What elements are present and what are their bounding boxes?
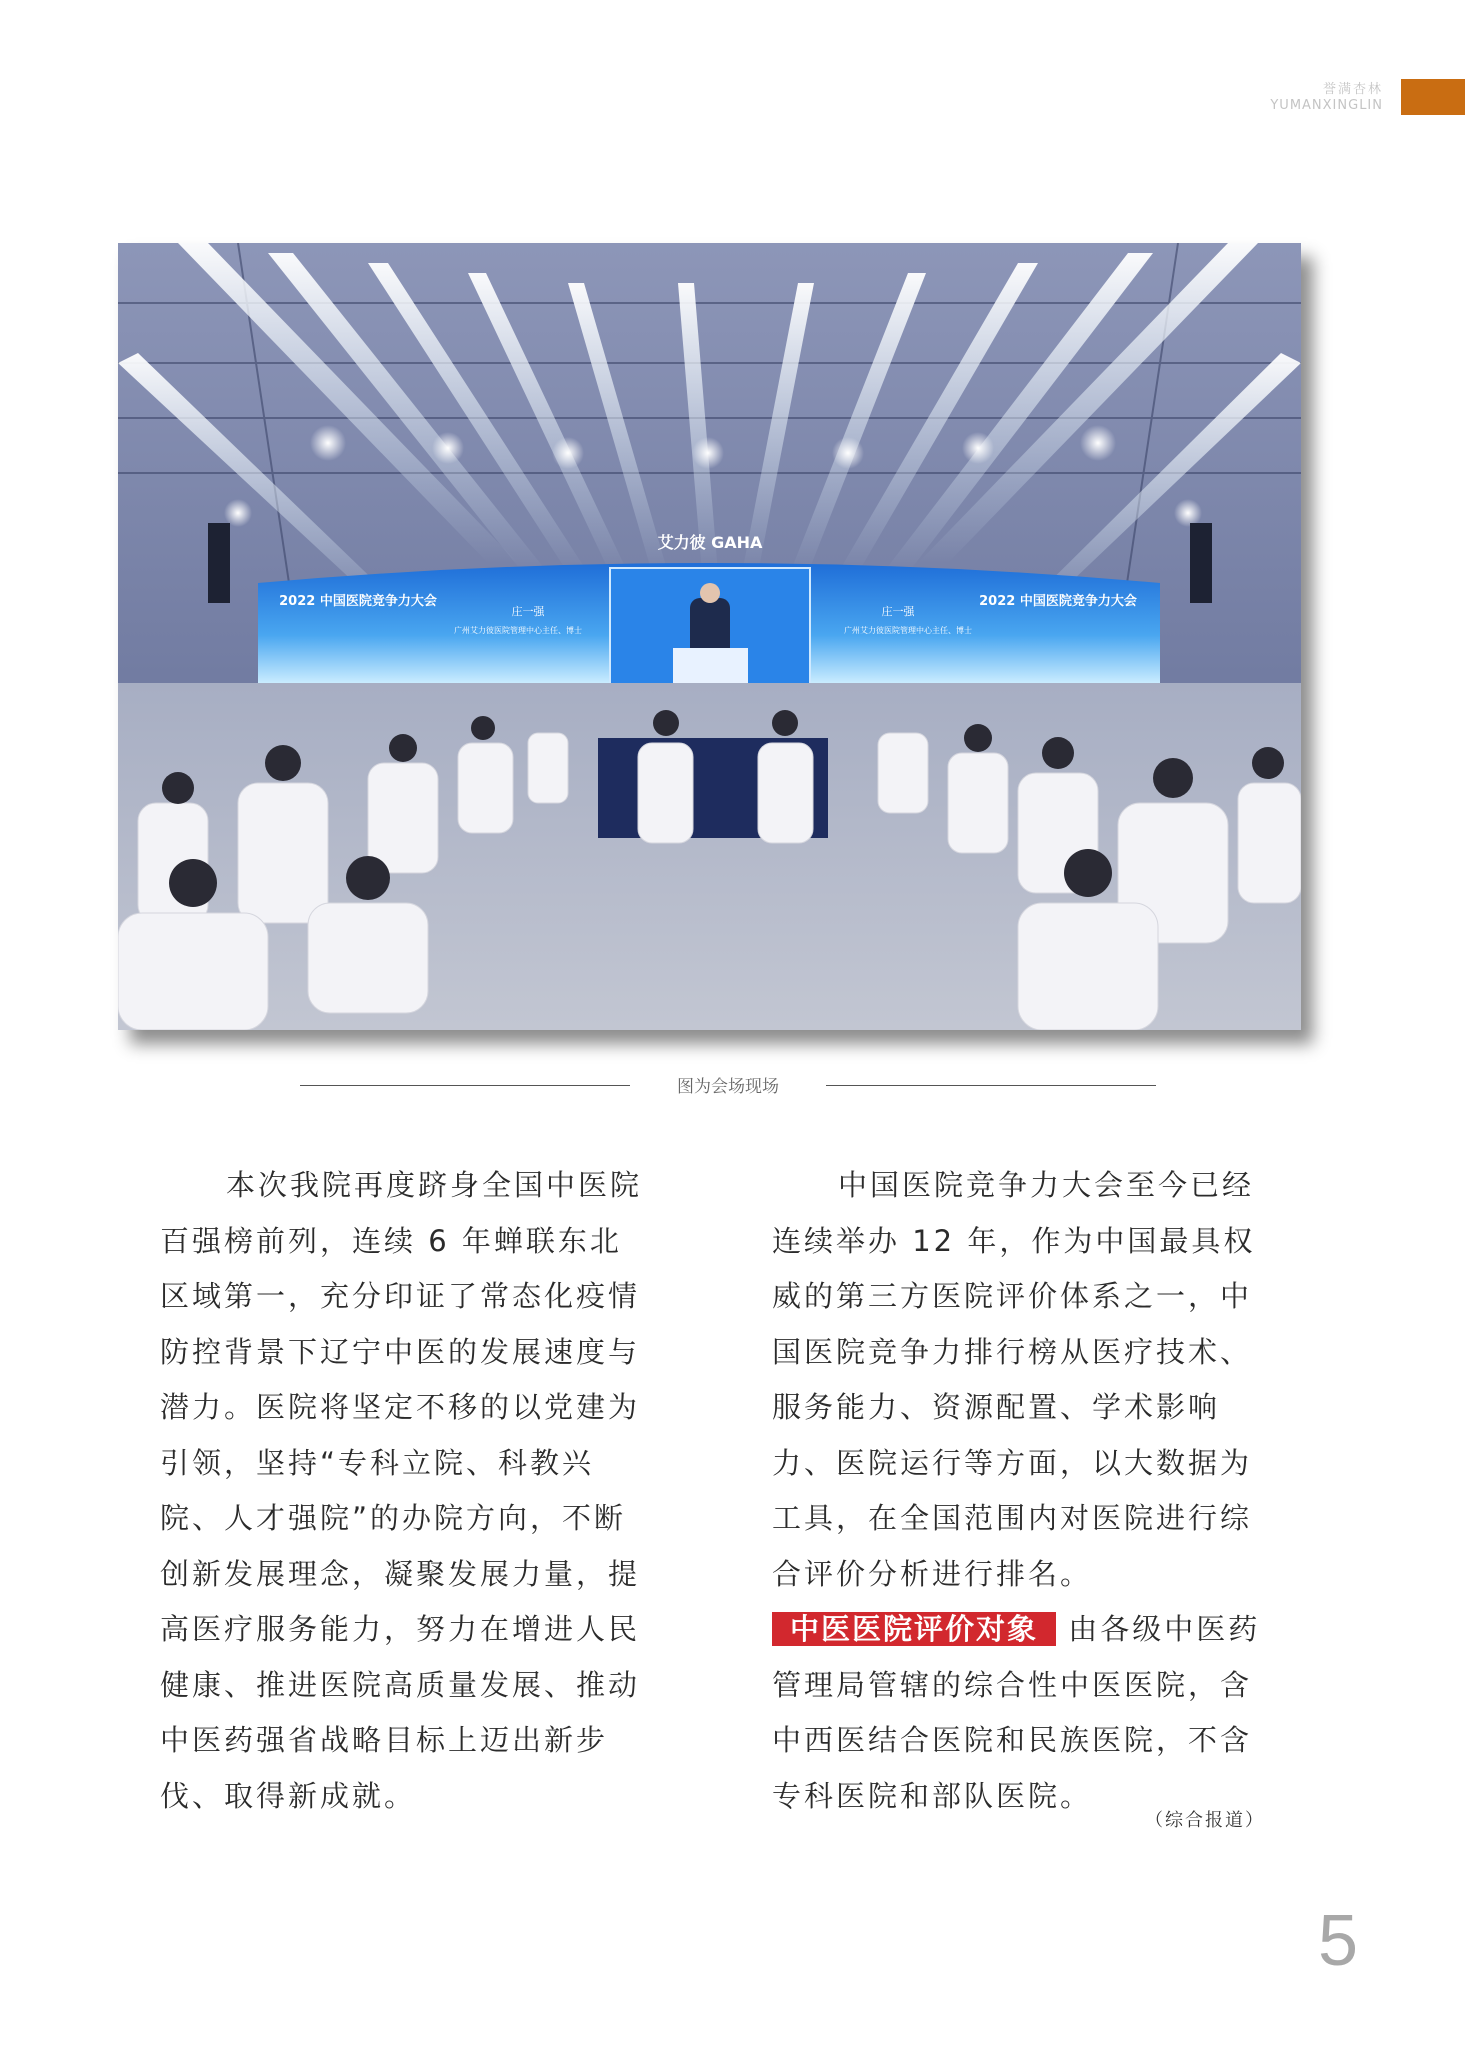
- speaker-title-right: 广州艾力彼医院管理中心主任、博士: [844, 626, 972, 635]
- speaker-name-left: 庄一强: [511, 605, 545, 618]
- conference-photo: [118, 243, 1301, 1030]
- brand-name-en: YUMANXINGLIN: [1270, 98, 1383, 113]
- left-paragraph: 本次我院再度跻身全国中医院百强榜前列，连续 6 年蝉联东北区域第一，充分印证了常态化疫情防控背景下辽宁中医的发展速度与潜力。医院将坚定不移的以党建为引领，坚持“专科立院、科教兴院、人才强院”的办院方向，不断创新发展理念，凝聚发展力量，提高医疗服务能力，努力在增进人民健康、推进医院高质量发展、推动中医药强省战略目标上迈出新步伐、取得新成就。: [160, 1168, 643, 1813]
- right-column: [772, 1158, 1262, 1824]
- page-number: 5: [1318, 1901, 1359, 1981]
- right-paragraph: 中国医院竞争力大会至今已经连续举办 12 年，作为中国最具权威的第三方医院评价体系之一，中国医院竞争力排行榜从医疗技术、服务能力、资源配置、学术影响力、医院运行等方面，以大数据为工具，在全国范围内对医院进行综合评价分析进行排名。: [772, 1168, 1256, 1591]
- brand-name-cn: 誉满杏林: [1322, 82, 1383, 97]
- stage-logo-text: 艾力彼 GAHA: [657, 533, 763, 552]
- source-note: （综合报道）: [1145, 1810, 1265, 1831]
- caption-rule-right: [826, 1085, 1156, 1086]
- evaluation-target-paragraph: [772, 1602, 1262, 1824]
- conference-photo-illustration: [118, 243, 1301, 1030]
- photo-caption: [300, 1070, 1156, 1100]
- screen-right-title: 2022 中国医院竞争力大会: [979, 594, 1137, 609]
- caption-text: 图为会场现场: [677, 1077, 779, 1097]
- speaker-title-left: 广州艾力彼医院管理中心主任、博士: [454, 626, 582, 635]
- left-column: [160, 1158, 650, 1824]
- evaluation-target-text: 由各级中医药管理局管辖的综合性中医医院，含中西医结合医院和民族医院，不含专科医院和部队医院。: [772, 1612, 1261, 1813]
- screen-left-title: 2022 中国医院竞争力大会: [279, 594, 437, 609]
- speaker-name-right: 庄一强: [881, 605, 915, 618]
- page-header: [1045, 76, 1465, 120]
- header-accent-block: [1401, 79, 1465, 115]
- evaluation-target-label: 中医医院评价对象: [772, 1612, 1056, 1646]
